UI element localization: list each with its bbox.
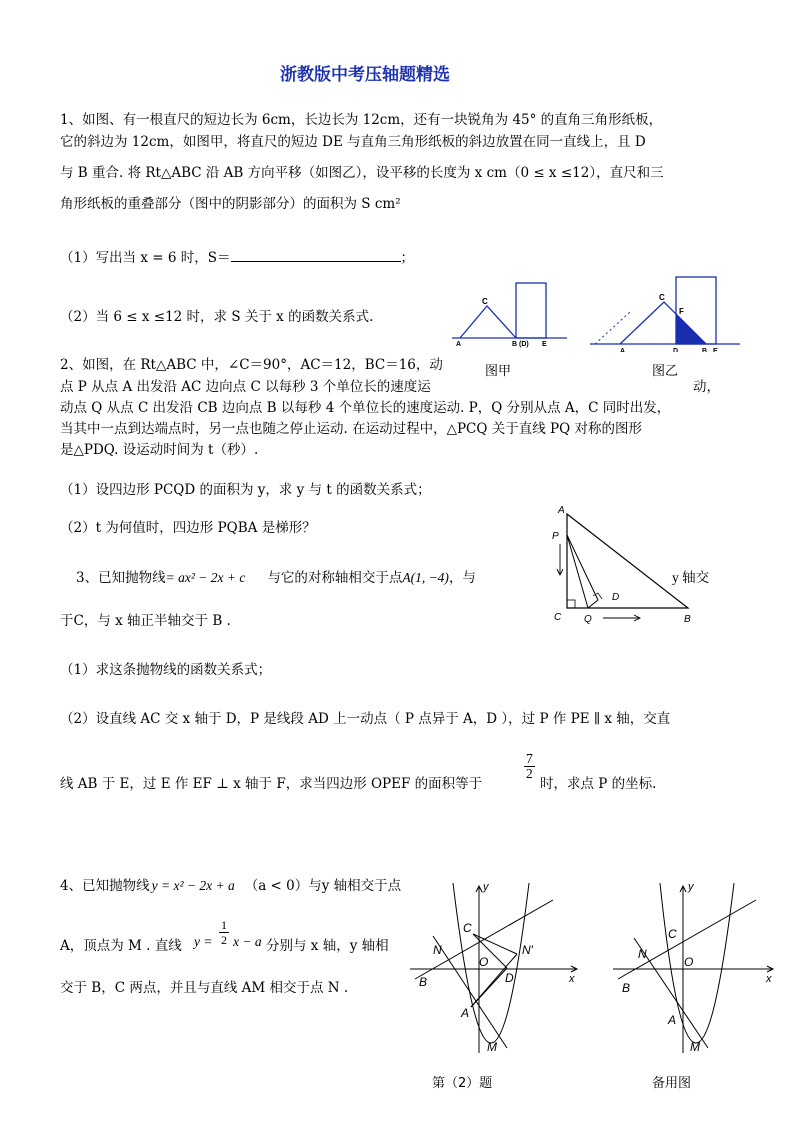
- fig-q2-label-p: P: [552, 531, 559, 542]
- fig-jia-label-e: E: [542, 341, 547, 348]
- fig-q4-label-a: A: [461, 1006, 470, 1020]
- q2-line-2-end: 动，: [693, 379, 720, 395]
- q4-frac-den: 2: [221, 933, 227, 947]
- fig-q4-label-x: x: [569, 973, 575, 985]
- fig-q4b-label-a: A: [668, 1013, 677, 1027]
- q1-line-1: 1、如图、有一根直尺的短边长为 6cm，长边长为 12cm，还有一块锐角为 45° 的直角三角形纸板，: [60, 112, 663, 128]
- q2-line-3: 动点 Q 从点 C 出发沿 CB 边向点 B 以每秒 4 个单位长的速度运动. P，Q 分别从点 A，C 同时出发，: [60, 400, 671, 416]
- q1-part-1: [60, 246, 414, 266]
- q2-part-2: （2）t 为何值时，四边形 PQBA 是梯形？: [60, 520, 316, 536]
- fig-q4-label-y: y: [483, 881, 489, 893]
- fig-jia-label-a: A: [456, 341, 462, 348]
- q1-part-1-text: （1）写出当 x = 6 时，S＝: [60, 250, 231, 266]
- page-title: 浙教版中考压轴题精选: [280, 65, 450, 85]
- q2-line-2: 点 P 从点 A 出发沿 AC 边向点 C 以每秒 3 个单位长的速度运: [60, 379, 431, 395]
- fig-yi-label-a: A: [620, 348, 626, 352]
- q3-frac-den: 2: [526, 766, 533, 781]
- fig-jia-label-c: C: [482, 297, 488, 306]
- fig-q2-label-b: B: [684, 614, 691, 625]
- fig-q4-label-n-prime: N′: [522, 943, 533, 957]
- q4-line-3: 交于 B，C 两点，并且与直线 AM 相交于点 N .: [60, 980, 349, 996]
- q2-line-5: 是△PDQ. 设运动时间为 t（秒）.: [60, 442, 259, 458]
- fig-jia-label-bd: B (D): [512, 341, 529, 348]
- fig-q4b-label-o: O: [684, 955, 694, 969]
- fig-q4b-label-y: y: [688, 881, 694, 893]
- q4-line-lhs: y =: [194, 934, 213, 949]
- q3-point-a: A(1, −4): [402, 570, 449, 585]
- fig-yi-label-e: E: [713, 348, 718, 352]
- q4-intro: 4、已知抛物线: [60, 878, 150, 894]
- fig-q4-label-c: C: [463, 921, 472, 935]
- answer-blank[interactable]: [231, 247, 401, 262]
- figure-q4-main-caption: 第（2）题: [432, 1076, 493, 1091]
- q4-frac-num: 1: [221, 918, 227, 932]
- figure-q4-main: [405, 878, 590, 1058]
- q4-condition: （a < 0）与: [244, 878, 322, 894]
- q4-line-2: [60, 934, 182, 954]
- q4-line-2-text: A，顶点为 M . 直线: [60, 938, 182, 954]
- figure-jia: [452, 280, 567, 350]
- q4-line-2-end: 分别与 x 轴，y 轴相: [266, 938, 389, 954]
- fig-q4b-label-m: M: [690, 1040, 700, 1054]
- fig-yi-label-d: D: [673, 348, 679, 352]
- fig-yi-label-c: C: [659, 293, 665, 302]
- q3-part-3: 线 AB 于 E，过 E 作 EF ⊥ x 轴于 F，求当四边形 OPEF 的面积等于: [60, 776, 483, 792]
- fig-q4b-label-x: x: [766, 973, 772, 985]
- q1-line-2: 它的斜边为 12cm，如图甲，将直尺的短边 DE 与直角三角形纸板的斜边放置在同一直线上，且 D: [60, 134, 646, 150]
- figure-q4-spare-caption: 备用图: [652, 1076, 692, 1091]
- q1-line-4: 角形纸板的重叠部分（图中的阴影部分）的面积为 S cm²: [60, 196, 401, 212]
- q1-part-1-end: ；: [400, 250, 415, 266]
- q3-intro: 3、已知抛物线: [76, 570, 166, 586]
- q3-part-2: （2）设直线 AC 交 x 轴于 D，P 是线段 AD 上一动点（ P 点异于 A，D ），过 P 作 PE ∥ x 轴，交直: [60, 711, 671, 727]
- q2-line-4: 当其中一点到达端点时，另一点也随之停止运动. 在运动过程中，△PCQ 关于直线 PQ 对称的图形: [60, 421, 642, 437]
- fig-q2-label-a: A: [558, 505, 565, 516]
- q3-line-1: [76, 566, 476, 586]
- fig-q4b-label-n: N: [638, 947, 647, 961]
- fig-q2-label-c: C: [554, 612, 562, 623]
- q4-line-1: [60, 874, 401, 894]
- q3-line-1-end: y 轴交: [672, 570, 710, 585]
- figure-yi-caption: 图乙: [652, 364, 679, 379]
- q3-equation: = ax² − 2x + c: [165, 570, 246, 585]
- q1-line-3: 与 B 重合. 将 Rt△ABC 沿 AB 方向平移（如图乙），设平移的长度为 x cm（0 ≤ x ≤12），直尺和三: [60, 165, 664, 181]
- q3-fraction: [524, 752, 535, 781]
- figure-q4-spare: [608, 878, 783, 1058]
- fig-q2-label-q: Q: [584, 614, 592, 625]
- fig-q4-label-d: D: [505, 971, 514, 985]
- q2-part-1: （1）设四边形 PCQD 的面积为 y，求 y 与 t 的函数关系式；: [60, 482, 431, 498]
- q3-frac-num: 7: [526, 751, 533, 766]
- q4-intro-2: y 轴相交于点: [321, 878, 402, 894]
- figure-jia-caption: 图甲: [485, 364, 512, 379]
- q3-intro-2: 与它的对称轴相交于点: [267, 570, 403, 586]
- q3-part-3-end: 时，求点 P 的坐标.: [540, 776, 657, 792]
- fig-q2-label-d: D: [612, 592, 620, 603]
- fig-q4-label-b: B: [419, 975, 428, 989]
- q4-equation: y = x² − 2x + a: [151, 878, 235, 893]
- fig-q4-label-o: O: [479, 955, 489, 969]
- fig-q4-label-n: N: [433, 943, 442, 957]
- q4-line-rhs: x − a: [233, 934, 262, 949]
- fig-yi-label-f: F: [679, 307, 684, 316]
- q2-line-1: 2、如图，在 Rt△ABC 中，∠C＝90°，AC＝12，BC＝16，动: [60, 357, 443, 373]
- fig-q4b-label-b: B: [622, 981, 631, 995]
- figure-yi: [580, 272, 740, 352]
- q1-part-2: （2）当 6 ≤ x ≤12 时，求 S 关于 x 的函数关系式.: [60, 309, 374, 325]
- q3-line-2: 于C，与 x 轴正半轴交于 B .: [60, 613, 231, 629]
- q3-intro-3: ，与: [448, 570, 476, 586]
- q3-part-1: （1）求这条抛物线的函数关系式；: [60, 662, 272, 678]
- fig-q4b-label-c: C: [668, 927, 677, 941]
- fig-yi-label-b: B: [702, 348, 708, 352]
- fig-q4-label-m: M: [487, 1040, 497, 1054]
- q4-fraction: [219, 918, 229, 947]
